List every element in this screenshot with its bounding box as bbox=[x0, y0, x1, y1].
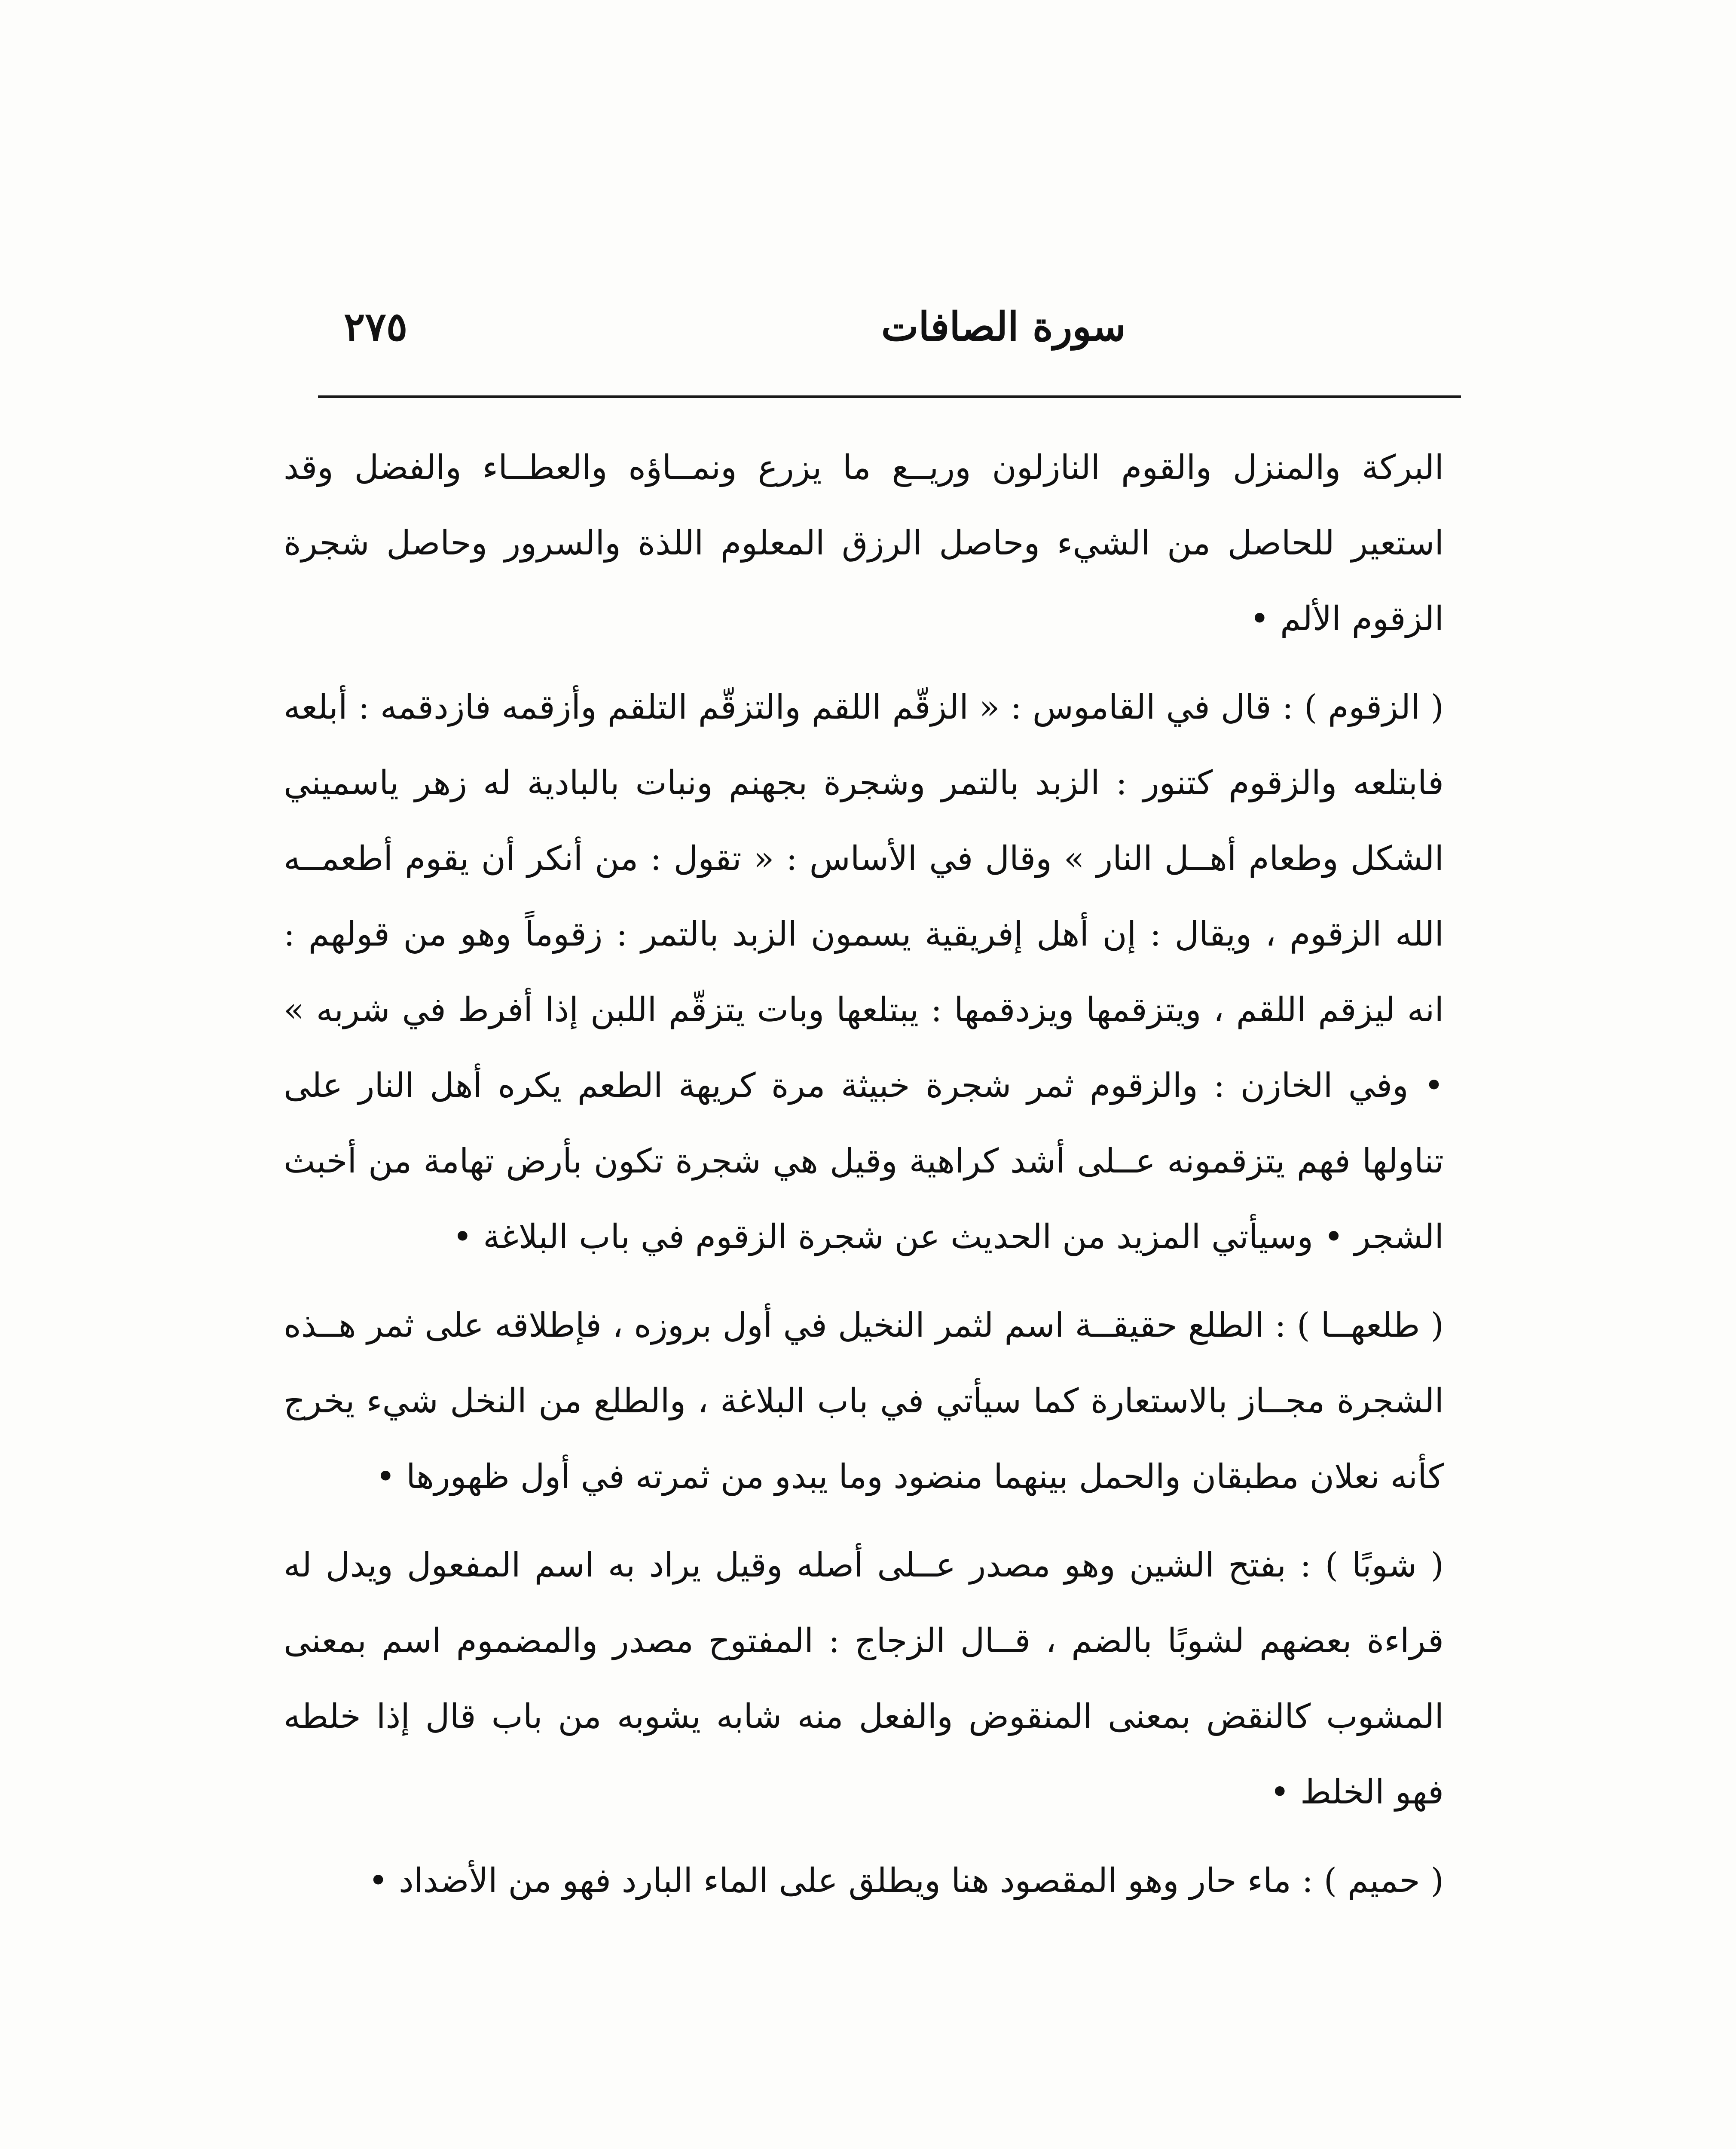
paragraph-shawban: ( شوبًا ) : بفتح الشين وهو مصدر عــلى أصله وقيل يراد به اسم المفعول ويدل له قراءة بعضهم لشوبًا بالضم ، قــال الزجاج : المفتوح مصدر والمضموم اسم بمعنى المشوب كالنقض بمعنى المنقوض والفعل منه شابه يشوبه من باب قال إذا خلطه فهو الخلط • bbox=[284, 1546, 1444, 1812]
page-header bbox=[318, 297, 1461, 365]
paragraph-zaqqum: ( الزقوم ) : قال في القاموس : « الزقّم اللقم والتزقّم التلقم وأزقمه فازدقمه : أبلعه فابتلعه والزقوم كتنور : الزبد بالتمر وشجرة بجهنم ونبات بالبادية له زهر ياسميني الشكل وطعام أهــل النار » وقال في الأساس : « تقول : من أنكر أن يقوم أطعمــه الله الزقوم ، ويقال : إن أهل إفريقية يسمون الزبد بالتمر : زقوماً وهو من قولهم : انه ليزقم اللقم ، ويتزقمها ويزدقمها : يبتلعها وبات يتزقّم اللبن إذا أفرط في شربه » • وفي الخازن : والزقوم ثمر شجرة خبيثة مرة كريهة الطعم يكره أهل النار على تناولها فهم يتزقمونه عــلى أشد كراهية وقيل هي شجرة تكون بأرض تهامة من أخبث الشجر • وسيأتي المزيد من الحديث عن شجرة الزقوم في باب البلاغة • bbox=[284, 688, 1444, 1256]
header-divider bbox=[318, 395, 1461, 398]
page-number: ٢٧٥ bbox=[344, 303, 408, 350]
page-body bbox=[284, 430, 1444, 1932]
paragraph-hamim: ( حميم ) : ماء حار وهو المقصود هنا ويطلق على الماء البارد فهو من الأضداد • bbox=[368, 1861, 1444, 1900]
page-title: سورة الصافات bbox=[881, 303, 1126, 350]
paragraph-barakah: البركة والمنزل والقوم النازلون وريــع ما يزرع ونمــاؤه والعطــاء والفضل وقد استعير للحاصل من الشيء وحاصل الرزق المعلوم اللذة والسرور وحاصل شجرة الزقوم الألم • bbox=[284, 448, 1444, 638]
paragraph-talauha: ( طلعهــا ) : الطلع حقيقــة اسم لثمر النخيل في أول بروزه ، فإطلاقه على ثمر هــذه الشجرة مجــاز بالاستعارة كما سيأتي في باب البلاغة ، والطلع من النخل شيء يخرج كأنه نعلان مطبقان والحمل بينهما منضود وما يبدو من ثمرته في أول ظهورها • bbox=[284, 1306, 1444, 1496]
